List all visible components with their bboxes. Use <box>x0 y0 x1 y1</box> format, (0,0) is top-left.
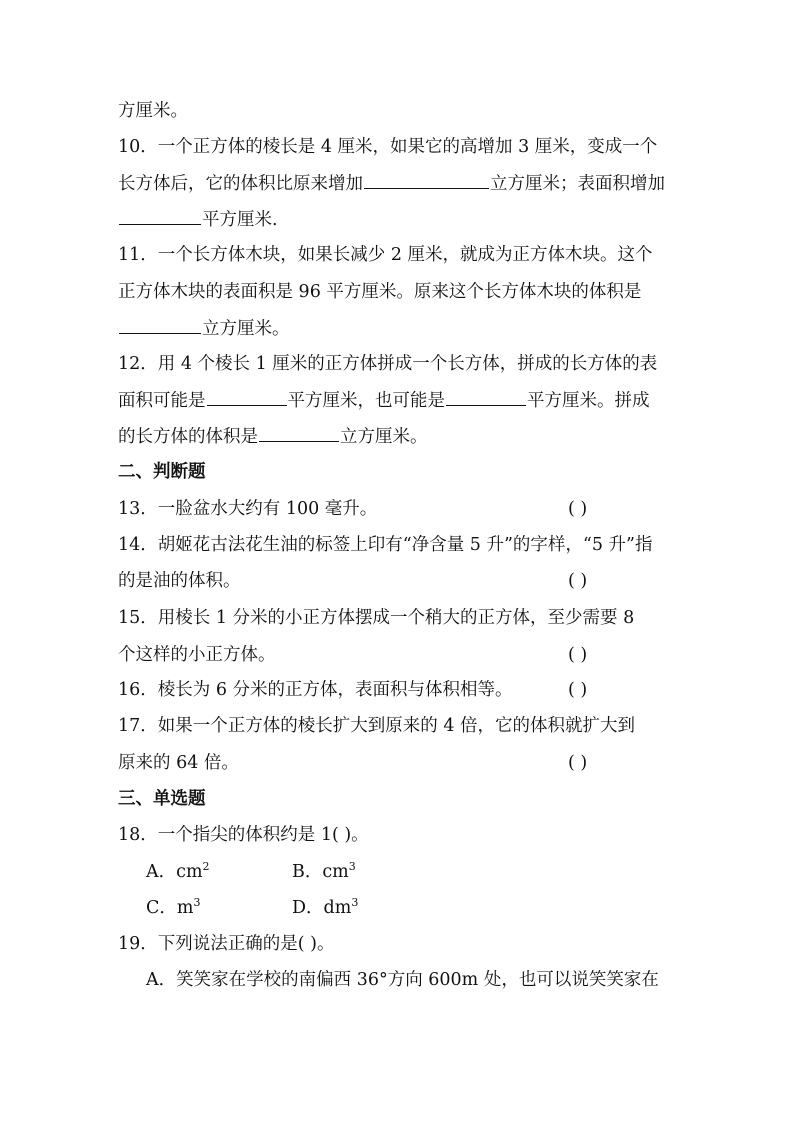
question-14: 14．胡姬花古法花生油的标签上印有“净含量 5 升”的字样，“5 升”指 <box>118 535 653 555</box>
text-segment: 平方厘米. <box>202 210 278 230</box>
text-line: 个这样的小正方体。 <box>118 645 276 665</box>
text-line: 原来的 64 倍。 <box>118 753 239 773</box>
text-segment: 立方厘米。 <box>202 319 290 339</box>
question-19: 19．下列说法正确的是( )。 <box>118 934 335 954</box>
section-heading: 二、判断题 <box>118 462 206 482</box>
question-13: 13．一脸盆水大约有 100 毫升。 <box>118 499 378 519</box>
option-b[interactable] <box>292 860 356 884</box>
option-a[interactable]: A．笑笑家在学校的南偏西 36°方向 600m 处，也可以说笑笑家在 <box>146 970 659 990</box>
text-segment: 平方厘米，也可能是 <box>287 391 445 411</box>
text-line <box>118 316 290 341</box>
question-12: 12．用 4 个棱长 1 厘米的正方体拼成一个长方体，拼成的长方体的表 <box>118 354 658 374</box>
text-line <box>118 207 278 232</box>
text-line <box>118 171 665 196</box>
answer-parentheses[interactable]: ( ) <box>568 499 588 519</box>
answer-parentheses[interactable]: ( ) <box>568 680 588 700</box>
text-segment: 的长方体的体积是 <box>118 427 258 447</box>
option-text: B．cm <box>292 862 349 882</box>
question-17: 17．如果一个正方体的棱长扩大到原来的 4 倍，它的体积就扩大到 <box>118 716 636 736</box>
text-segment: 立方厘米；表面积增加 <box>490 174 665 194</box>
superscript: 3 <box>351 896 359 909</box>
answer-parentheses[interactable]: ( ) <box>568 645 588 665</box>
option-text: A．cm <box>146 862 203 882</box>
option-text: C．m <box>146 898 194 918</box>
option-d[interactable] <box>292 896 358 920</box>
text-line: 方厘米。 <box>118 101 188 121</box>
option-text: D．dm <box>292 898 352 918</box>
question-18: 18．一个指尖的体积约是 1( )。 <box>118 825 369 845</box>
text-line <box>118 424 428 449</box>
text-segment: 立方厘米。 <box>340 427 428 447</box>
question-15: 15．用棱长 1 分米的小正方体摆成一个稍大的正方体，至少需要 8 <box>118 608 635 628</box>
question-10: 10．一个正方体的棱长是 4 厘米，如果它的高增加 3 厘米，变成一个 <box>118 137 658 157</box>
answer-blank[interactable] <box>119 316 201 334</box>
answer-parentheses[interactable]: ( ) <box>568 753 588 773</box>
question-16: 16．棱长为 6 分米的正方体，表面积与体积相等。 <box>118 680 513 700</box>
section-heading: 三、单选题 <box>118 789 206 809</box>
text-segment: 长方体后，它的体积比原来增加 <box>118 174 363 194</box>
superscript: 2 <box>202 860 210 873</box>
text-segment: 平方厘米。拼成 <box>527 391 650 411</box>
answer-blank[interactable] <box>259 424 339 442</box>
superscript: 3 <box>348 860 356 873</box>
option-c[interactable] <box>146 896 200 920</box>
superscript: 3 <box>193 896 201 909</box>
answer-blank[interactable] <box>119 207 201 225</box>
text-line: 正方体木块的表面积是 96 平方厘米。原来这个长方体木块的体积是 <box>118 282 642 302</box>
text-line: 的是油的体积。 <box>118 571 241 591</box>
answer-blank[interactable] <box>364 171 489 189</box>
text-segment: 面积可能是 <box>118 391 206 411</box>
option-a[interactable] <box>146 860 210 884</box>
answer-blank[interactable] <box>446 388 526 406</box>
answer-blank[interactable] <box>207 388 287 406</box>
answer-parentheses[interactable]: ( ) <box>568 571 588 591</box>
text-line <box>118 388 650 413</box>
question-11: 11．一个长方体木块，如果长减少 2 厘米，就成为正方体木块。这个 <box>118 245 653 265</box>
